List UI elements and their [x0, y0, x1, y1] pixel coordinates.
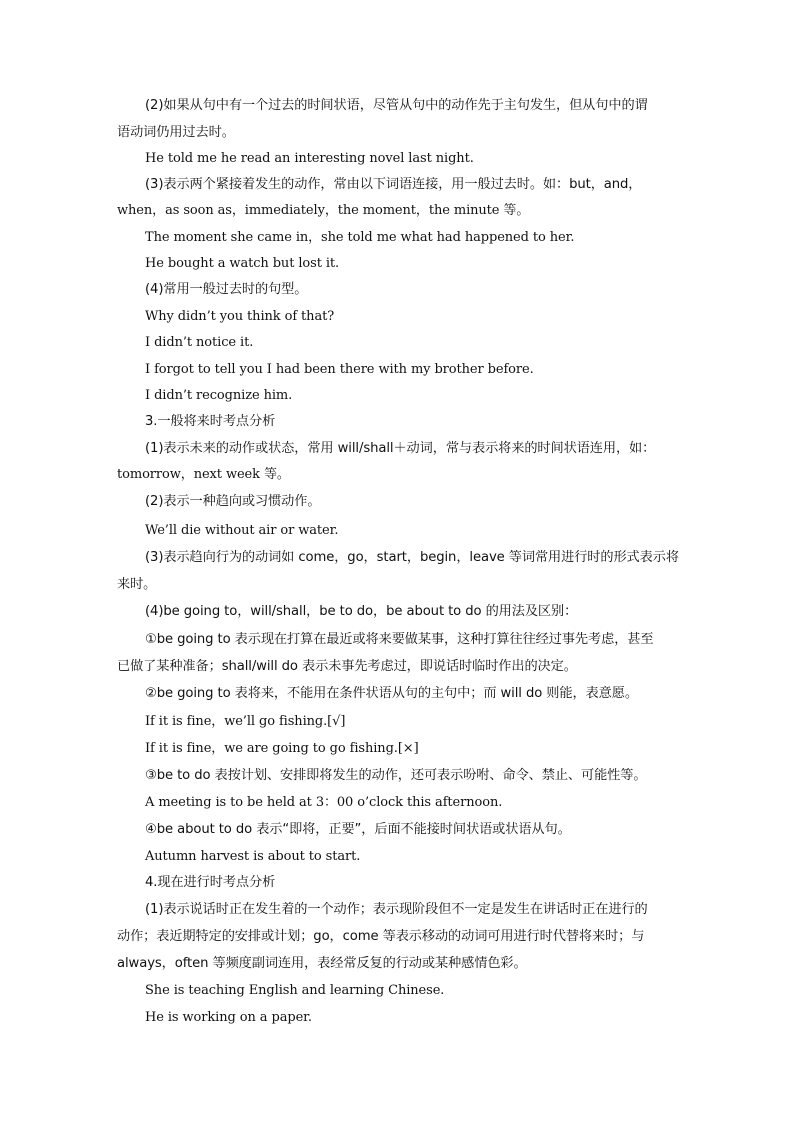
example-sentence: I forgot to tell you I had been there with my brother before.	[145, 362, 534, 377]
paragraph-line: (1)表示说话时正在发生着的一个动作；表示现阶段但不一定是发生在讲话时正在进行的	[145, 902, 648, 917]
paragraph-line: 语动词仍用过去时。	[117, 125, 235, 140]
example-sentence: A meeting is to be held at 3：00 o’clock this afternoon.	[145, 795, 503, 810]
paragraph-line: (4)常用一般过去时的句型。	[145, 282, 308, 297]
paragraph-line: (3)表示两个紧接着发生的动作，常由以下词语连接，用一般过去时。如：but，and，	[145, 177, 642, 192]
example-sentence: We’ll die without air or water.	[145, 523, 339, 538]
paragraph-line: (4)be going to，will/shall，be to do，be about to do 的用法及区别：	[145, 604, 578, 619]
example-sentence: The moment she came in，she told me what had happened to her.	[145, 230, 575, 245]
paragraph-line: (2)如果从句中有一个过去的时间状语，尽管从句中的动作先于主句发生，但从句中的谓	[145, 98, 648, 113]
paragraph-line: tomorrow，next week 等。	[117, 467, 290, 482]
example-sentence: He bought a watch but lost it.	[145, 256, 340, 271]
paragraph-line: ③be to do 表按计划、安排即将发生的动作，还可表示吩咐、命令、禁止、可能性等。	[145, 768, 647, 783]
paragraph-line: 已做了某种准备；shall/will do 表示未事先考虑过，即说话时临时作出的决定。	[117, 659, 577, 674]
example-sentence: Autumn harvest is about to start.	[145, 849, 361, 864]
example-sentence: He is working on a paper.	[145, 1010, 312, 1025]
paragraph-line: (2)表示一种趋向或习惯动作。	[145, 494, 321, 509]
example-sentence: I didn’t notice it.	[145, 335, 254, 350]
example-sentence: If it is fine，we are going to go fishing.[×]	[145, 741, 419, 756]
paragraph-line: ①be going to 表示现在打算在最近或将来要做某事，这种打算往往经过事先考虑，甚至	[145, 632, 654, 647]
example-sentence: He told me he read an interesting novel last night.	[145, 151, 474, 166]
example-sentence: She is teaching English and learning Chinese.	[145, 983, 445, 998]
paragraph-line: when，as soon as，immediately，the moment，the minute 等。	[117, 203, 530, 218]
paragraph-line: (3)表示趋向行为的动词如 come，go，start，begin，leave 等词常用进行时的形式表示将	[145, 550, 679, 565]
paragraph-line: 动作；表近期特定的安排或计划；go，come 等表示移动的动词可用进行时代替将来时；与	[117, 929, 645, 944]
example-sentence: Why didn’t you think of that?	[145, 309, 335, 324]
section-heading: 4.现在进行时考点分析	[145, 875, 276, 890]
example-sentence: If it is fine，we’ll go fishing.[√]	[145, 714, 346, 729]
paragraph-line: ②be going to 表将来，不能用在条件状语从句的主句中；而 will do 则能，表意愿。	[145, 686, 638, 701]
section-heading: 3.一般将来时考点分析	[145, 414, 276, 429]
example-sentence: I didn’t recognize him.	[145, 388, 293, 403]
paragraph-line: ④be about to do 表示“即将，正要”，后面不能接时间状语或状语从句。	[145, 822, 571, 837]
paragraph-line: always，often 等频度副词连用，表经常反复的行动或某种感情色彩。	[117, 956, 527, 971]
paragraph-line: (1)表示未来的动作或状态，常用 will/shall＋动词，常与表示将来的时间状语连用，如：	[145, 441, 656, 456]
paragraph-line: 来时。	[117, 577, 157, 592]
